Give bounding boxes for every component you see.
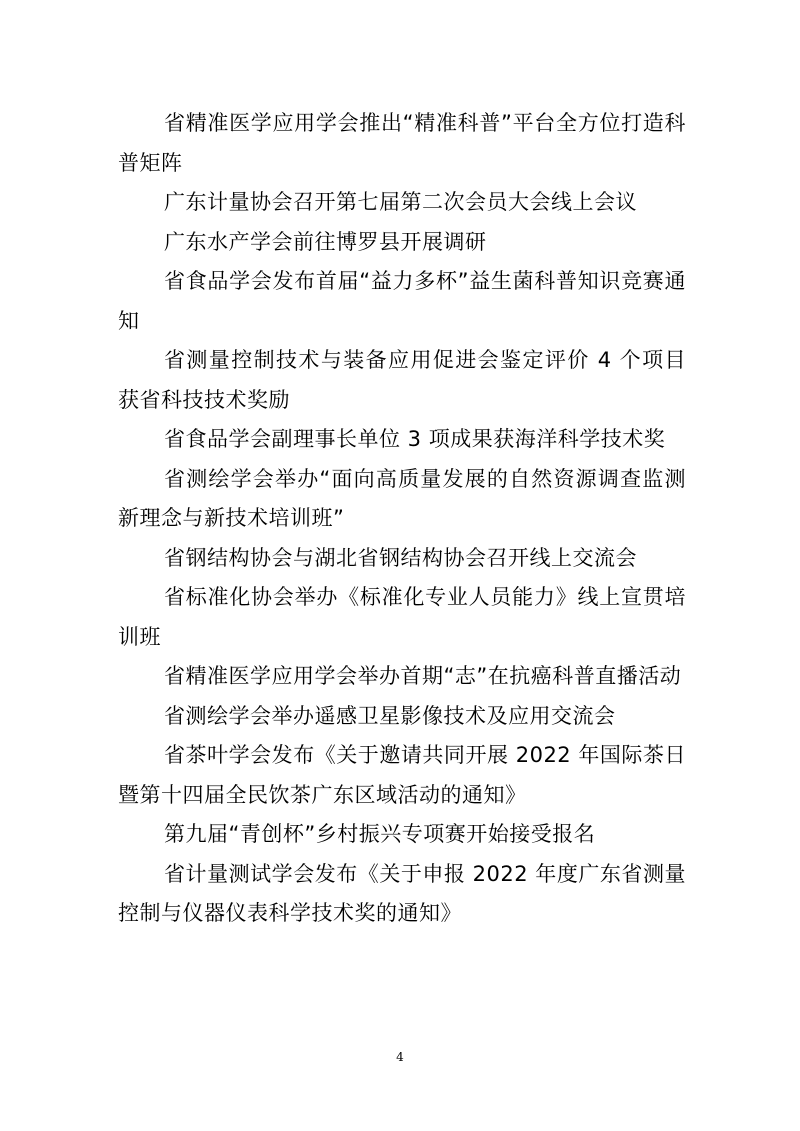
news-list: [118, 104, 686, 934]
list-item: 省测绘学会举办遥感卫星影像技术及应用交流会: [164, 703, 616, 728]
list-item: 广东水产学会前往博罗县开展调研: [164, 229, 487, 254]
list-item: 省测量控制技术与装备应用促进会鉴定评价 4 个项目获省科技技术奖励: [118, 348, 686, 412]
list-item: 省食品学会副理事长单位 3 项成果获海洋科学技术奖: [164, 427, 666, 451]
list-item: 广东计量协会召开第七届第二次会员大会线上会议: [164, 190, 637, 214]
page-number: 4: [396, 1050, 404, 1064]
list-item: 省钢结构协会与湖北省钢结构协会召开线上交流会: [164, 545, 637, 570]
list-item: 省精准医学应用学会举办首期“志”在抗癌科普直播活动: [164, 664, 682, 688]
list-item: 第九届“青创杯”乡村振兴专项赛开始接受报名: [164, 822, 596, 846]
list-item: 省食品学会发布首届“益力多杯”益生菌科普知识竞赛通知: [118, 269, 686, 333]
list-item: 省测绘学会举办“面向高质量发展的自然资源调查监测新理念与新技术培训班”: [118, 466, 686, 530]
list-item: 省茶叶学会发布《关于邀请共同开展 2022 年国际茶日暨第十四届全民饮茶广东区域活动的通知》: [118, 743, 686, 807]
list-item: 省计量测试学会发布《关于申报 2022 年度广东省测量控制与仪器仪表科学技术奖的通知》: [118, 861, 686, 925]
list-item: 省精准医学应用学会推出“精准科普”平台全方位打造科普矩阵: [118, 111, 686, 175]
list-item: 省标准化协会举办《标准化专业人员能力》线上宣贯培训班: [118, 585, 686, 649]
